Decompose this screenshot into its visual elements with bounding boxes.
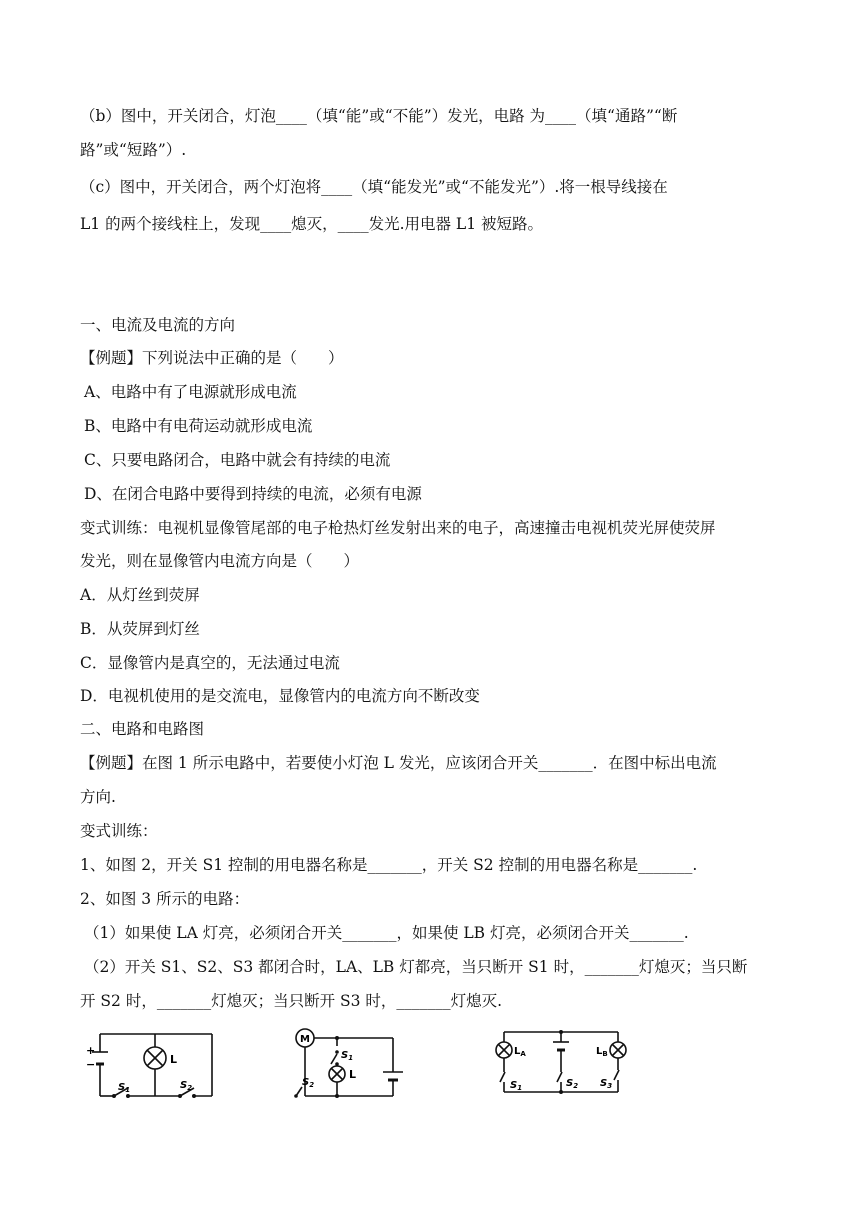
example-1-option-c: C、只要电路闭合，电路中就会有持续的电流 [84,451,391,469]
variant-1-option-c: C．显像管内是真空的，无法通过电流 [80,654,340,672]
question-1: 1、如图 2，开关 S1 控制的用电器名称是_______，开关 S2 控制的用电器名称是_______. [80,856,698,874]
switch-2-label: $S_2$ [566,1078,579,1090]
variant-1-option-d: D．电视机使用的是交流电，显像管内的电流方向不断改变 [80,687,480,705]
variant-1-option-b: B．从荧屏到灯丝 [80,620,200,638]
lamp-label: L [349,1068,357,1081]
switch-3-label: $S_3$ [600,1078,613,1090]
variant-1-option-a: A．从灯丝到荧屏 [80,586,200,604]
variant-1-question-l1: 变式训练：电视机显像管尾部的电子枪热灯丝发射出来的电子，高速撞击电视机荧光屏使荧屏 [80,519,716,537]
variant-1-question-l2: 发光，则在显像管内电流方向是（ ） [80,552,360,570]
line-c1: （c）图中，开关闭合，两个灯泡将____（填“能发光”或“不能发光”）.将一根导线接在 [80,178,668,196]
switch-2-label: $S_2$ [180,1080,193,1092]
battery-minus-label: − [86,1058,96,1071]
question-2-part-2-l2: 开 S2 时，_______灯熄灭；当只断开 S3 时，_______灯熄灭. [80,992,503,1010]
circuit-figure-2 [282,1026,407,1106]
lamp-label: L [170,1053,178,1066]
battery-plus-label: + [86,1044,96,1057]
switch-1-label: $S_1$ [510,1080,523,1092]
line-b1: （b）图中，开关闭合，灯泡____（填“能”或“不能”）发光，电路 为____（填“通路”“断 [80,107,678,125]
switch-1-label: $S_1$ [118,1082,131,1094]
question-2: 2、如图 3 所示的电路： [80,890,250,908]
motor-label: M [300,1034,310,1045]
example-1-option-d: D、在闭合电路中要得到持续的电流，必须有电源 [84,485,422,503]
variant-2-heading: 变式训练： [80,822,158,840]
example-2-question-l2: 方向. [80,788,116,806]
section-heading-2: 二、电路和电路图 [80,720,205,738]
question-2-part-2-l1: （2）开关 S1、S2、S3 都闭合时，LA、LB 灯都亮，当只断开 S1 时，_______灯熄灭；当只断 [84,958,748,976]
circuit-figure-3 [492,1026,632,1104]
example-1-option-a: A、电路中有了电源就形成电流 [84,383,297,401]
switch-2-label: $S_2$ [302,1077,315,1089]
example-1-question: 【例题】下列说法中正确的是（ ） [80,349,344,367]
lamp-b-label: $L_B$ [596,1046,608,1058]
example-2-question-l1: 【例题】在图 1 所示电路中，若要使小灯泡 L 发光，应该闭合开关_______．在图中标出电流 [80,754,717,772]
circuit-figure-1 [84,1030,219,1105]
line-b2: 路”或“短路”）. [80,141,187,159]
example-1-option-b: B、电路中有电荷运动就形成电流 [84,417,313,435]
section-heading-1: 一、电流及电流的方向 [80,316,236,334]
switch-1-label: $S_1$ [341,1050,354,1062]
question-2-part-1: （1）如果使 LA 灯亮，必须闭合开关_______，如果使 LB 灯亮，必须闭合开关_______. [84,924,689,942]
lamp-a-label: $L_A$ [514,1046,526,1058]
line-c2: L1 的两个接线柱上，发现____熄灭，____发光.用电器 L1 被短路。 [80,215,544,233]
